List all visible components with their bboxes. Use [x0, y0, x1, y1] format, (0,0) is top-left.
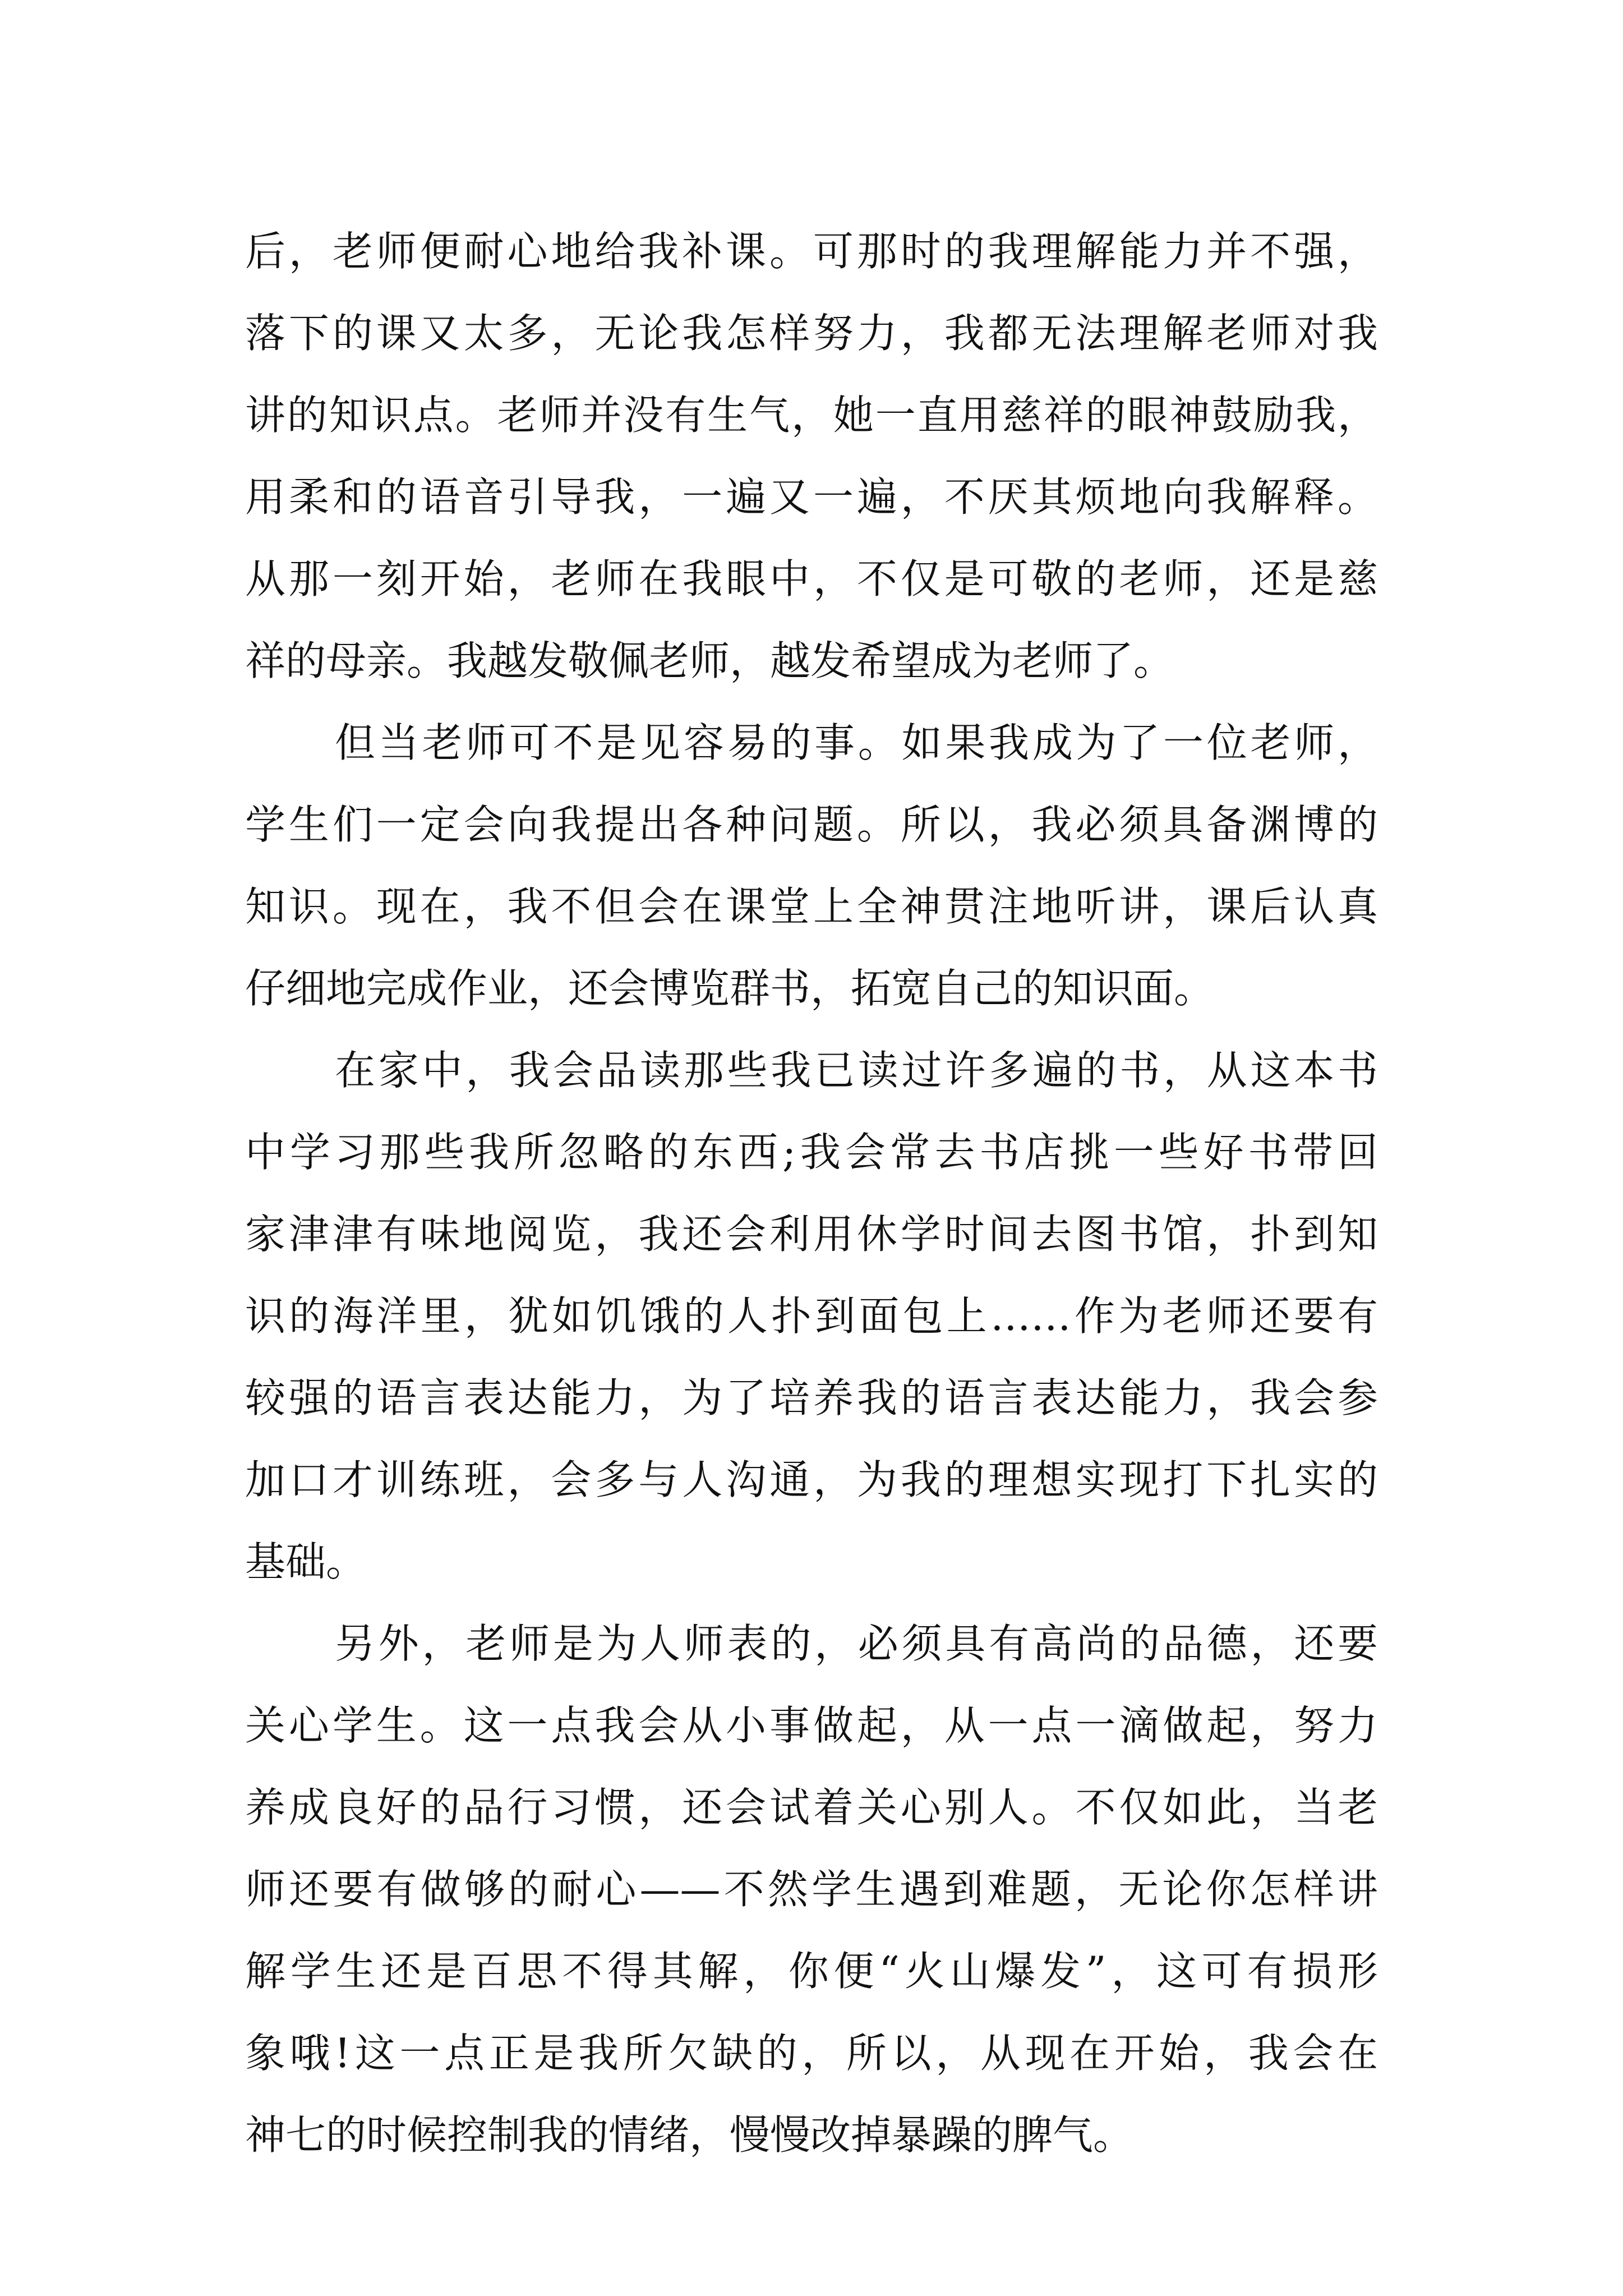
- text-line: 解学生还是百思不得其解，你便“火山爆发”，这可有损形: [245, 1948, 1378, 1995]
- text-line: 学生们一定会向我提出各种问题。所以，我必须具备渊博的: [245, 801, 1378, 848]
- text-line: 神七的时候控制我的情绪，慢慢改掉暴躁的脾气。: [245, 2111, 1134, 2159]
- text-line: 养成良好的品行习惯，还会试着关心别人。不仅如此，当老: [245, 1784, 1378, 1831]
- document-body: [245, 210, 1378, 2176]
- text-line: 基础。: [245, 1538, 367, 1585]
- paragraph-2: [245, 702, 1378, 1029]
- text-line: 中学习那些我所忽略的东西;我会常去书店挑一些好书带回: [245, 1129, 1378, 1176]
- text-line: 仔细地完成作业，还会博览群书，拓宽自己的知识面。: [245, 965, 1215, 1012]
- text-line: 用柔和的语音引导我，一遍又一遍，不厌其烦地向我解释。: [245, 473, 1378, 521]
- text-line: 师还要有做够的耐心——不然学生遇到难题，无论你怎样讲: [245, 1866, 1378, 1913]
- text-line: 但当老师可不是见容易的事。如果我成为了一位老师，: [335, 719, 1378, 766]
- text-line: 象哦!这一点正是我所欠缺的，所以，从现在开始，我会在: [245, 2030, 1378, 2077]
- text-line: 关心学生。这一点我会从小事做起，从一点一滴做起，努力: [245, 1702, 1378, 1749]
- text-line: 落下的课又太多，无论我怎样努力，我都无法理解老师对我: [245, 310, 1378, 357]
- text-line: 加口才训练班，会多与人沟通，为我的理想实现打下扎实的: [245, 1456, 1378, 1503]
- text-line: 较强的语言表达能力，为了培养我的语言表达能力，我会参: [245, 1374, 1378, 1421]
- text-line: 另外，老师是为人师表的，必须具有高尚的品德，还要: [335, 1620, 1378, 1667]
- text-line: 在家中，我会品读那些我已读过许多遍的书，从这本书: [335, 1047, 1378, 1094]
- paragraph-1: [245, 210, 1378, 702]
- text-line: 识的海洋里，犹如饥饿的人扑到面包上……作为老师还要有: [245, 1292, 1378, 1340]
- text-line: 家津津有味地阅览，我还会利用休学时间去图书馆，扑到知: [245, 1211, 1378, 1258]
- text-line: 后，老师便耐心地给我补课。可那时的我理解能力并不强，: [245, 228, 1378, 275]
- paragraph-3: [245, 1029, 1378, 1603]
- text-line: 祥的母亲。我越发敬佩老师，越发希望成为老师了。: [245, 637, 1174, 684]
- text-line: 从那一刻开始，老师在我眼中，不仅是可敬的老师，还是慈: [245, 555, 1378, 602]
- text-line: 知识。现在，我不但会在课堂上全神贯注地听讲，课后认真: [245, 883, 1378, 930]
- paragraph-4: [245, 1603, 1378, 2176]
- text-line: 讲的知识点。老师并没有生气，她一直用慈祥的眼神鼓励我，: [245, 392, 1378, 439]
